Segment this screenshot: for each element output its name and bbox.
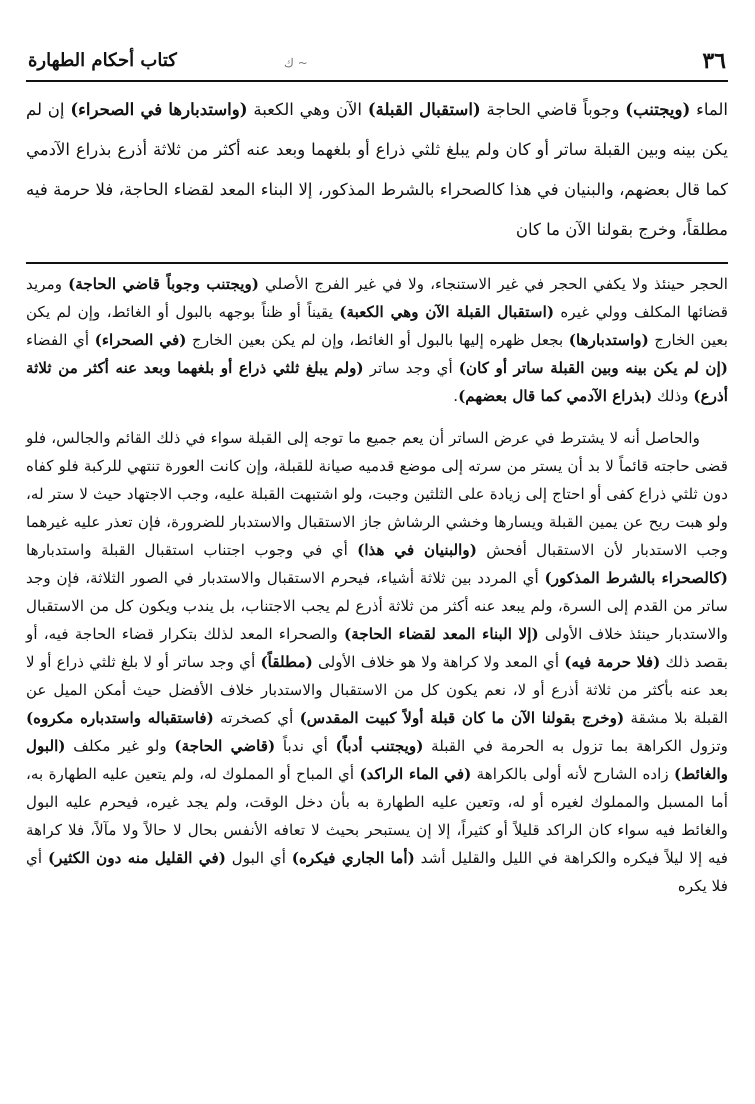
comm-segment: أي المردد بين ثلاثة أشياء، فيحرم الاستقبال والاستدبار في الصور الثلاثة، فإن وجد ساتر من القدم إلى السرة، ولم يبعد عنه أكثر من ثلاثة أذرع لم يجب الاجتناب، بل يندب ويكون كل من الاستقبال والاستدبار حينئذ خلاف الأولى [26,569,728,643]
main-segment: إن لم يكن بينه وبين القبلة ساتر أو كان ولم يبلغ ثلثي ذراع أو بلغهما وبعد عنه أكثر من ثلاثة أذرع بذراع الآدمي كما قال بعضهم، والبنيان في هذا كالصحراء بالشرط المذكور، إلا البناء المعد لقضاء الحاجة، فلا حرمة فيه مطلقاً، وخرج بقولنا الآن ما كان [26,100,728,239]
comm-segment: أي وجد ساتر أو لا بلغ ثلثي ذراع أو لا بعد عنه بأكثر من ثلاثة أذرع أو لا، نعم يكون كل من الاستقبال والاستدبار خلاف الأفضل حيث أمكن الميل عن القبلة بلا مشقة [26,653,729,727]
comm-segment: (في القليل منه دون الكثير) [47,849,226,867]
commentary-paragraph [26,424,728,900]
comm-segment: والحاصل أنه لا يشترط في عرض الساتر أن يعم جميع ما توجه إلى القبلة سواء في ذلك القائم والجالس، فلو قضى حاجته قائماً لا بد أن يستر من سرته إلى موضع قدميه صيانة للقبلة، وإن كانت العورة تنتهي للركبة فلو كفاه دون ثلثي ذراع كفى أو احتاج إلى زيادة على الثلثين وجبت، ولو اشتبهت القبلة عليه، وجب الاجتهاد حيث لا ستر له، ولو هبت ريح عن يمين القبلة ويسارها وخشي الرشاش جاز الاستقبال والاستدبار للضرورة، فإن تعذر عليه غيرهما وجب الاستدبار لأن الاستقبال أفحش [26,429,729,559]
page-header [26,44,728,82]
comm-segment: أي في وجوب اجتناب استقبال القبلة واستدبارها [26,541,358,559]
comm-segment: ولو غير مكلف [65,737,175,755]
comm-segment: يقيناً أو ظناً بوجهه بالبول أو الغائط، وإن لم يكن بعين الخارج [26,303,728,349]
comm-segment: وذلك [652,387,694,405]
comm-segment: ومريد قضائها المكلف وولي غيره [26,275,728,321]
main-text [26,90,728,250]
comm-segment: (في الصحراء) [94,331,187,349]
commentary [26,270,728,900]
main-segment: (استقبال القبلة) [367,100,481,119]
comm-segment: (استقبال القبلة الآن وهي الكعبة) [339,303,555,321]
comm-segment: (إن لم يكن بينه وبين القبلة ساتر أو كان) [458,359,728,377]
comm-segment: أي كصخرته [213,709,300,727]
comm-segment: (كالصحراء بالشرط المذكور) [544,569,728,587]
main-paragraph [26,90,728,250]
comm-segment: الحجر حينئذ ولا يكفي الحجر في غير الاستنجاء، ولا في غير الفرج الأصلي [259,275,728,293]
comm-segment: أي المباح أو المملوك له، ولم يتعين عليه الطهارة به، أما المسبل والمملوك لغيره أو له، وتعين عليه الطهارة به بأن دخل الوقت، ولم يجد غيره، فيحرم عليه البول والغائط فيه سواء كان الراكد قليلاً أو كثيراً، إلا إن يستبحر بحيث لا تعافه الأنفس بحال لا حالاً ولا مآلاً، فلا كراهة فيه إلا ليلاً فيكره والكراهة في الليل والقليل أشد [26,765,729,867]
comm-segment: أي الفضاء [26,331,95,349]
comm-segment: (بذراع الآدمي كما قال بعضهم) [458,387,653,405]
book-title: كتاب أحكام الطهارة [28,50,177,71]
main-segment: (واستدبارها في الصحراء) [70,100,248,119]
comm-segment: والصحراء المعد لذلك بتكرار قضاء الحاجة فيه، أو بقصد ذلك [26,625,728,671]
comm-segment: أي البول [225,849,292,867]
comm-segment: (فلا حرمة فيه) [564,653,661,671]
main-segment: (ويجتنب) [625,100,691,119]
comm-segment: وتزول الكراهة بما تزول به الحرمة في القبلة [423,737,728,755]
book-page [26,44,728,900]
comm-segment: (إلا البناء المعد لقضاء الحاجة) [344,625,539,643]
comm-segment: (والبنيان في هذا) [357,541,477,559]
comm-segment: (أما الجاري فيكره) [291,849,415,867]
main-segment: وجوباً قاضي الحاجة [480,100,626,119]
comm-segment: . [453,387,459,405]
comm-segment: أي المعد ولا كراهة ولا هو خلاف الأولى [312,653,565,671]
comm-segment: (ولم يبلغ ثلثي ذراع أو بلغهما وبعد عنه أكثر من ثلاثة أذرع) [26,359,728,405]
main-segment: الماء [690,100,729,119]
print-mark: ~ ك [284,56,308,70]
separator-rule [26,262,728,264]
commentary-paragraph [26,270,728,410]
comm-segment: زاده الشارح لأنه أولى بالكراهة [471,765,675,783]
comm-segment: (البول والغائط) [26,737,728,783]
page-number: ٣٦ [702,48,726,74]
comm-segment: أي وجد ساتر [363,359,459,377]
comm-segment: (فاستقباله واستدباره مكروه) [26,709,214,727]
comm-segment: (واستدبارها) [568,331,649,349]
comm-segment: أي ندباً [275,737,336,755]
comm-segment: (مطلقاً) [260,653,313,671]
comm-segment: (في الماء الراكد) [359,765,472,783]
comm-segment: أي فلا يكره [26,849,728,895]
main-segment: الآن وهي الكعبة [247,100,368,119]
comm-segment: (قاضي الحاجة) [174,737,276,755]
comm-segment: (وخرج بقولنا الآن ما كان قبلة أولاً كبيت المقدس) [299,709,625,727]
comm-segment: بجعل ظهره إليها بالبول أو الغائط، وإن لم يكن بعين الخارج [186,331,569,349]
comm-segment: (ويجتنب وجوباً قاضي الحاجة) [68,275,259,293]
comm-segment: (ويجتنب أدباً) [335,737,424,755]
